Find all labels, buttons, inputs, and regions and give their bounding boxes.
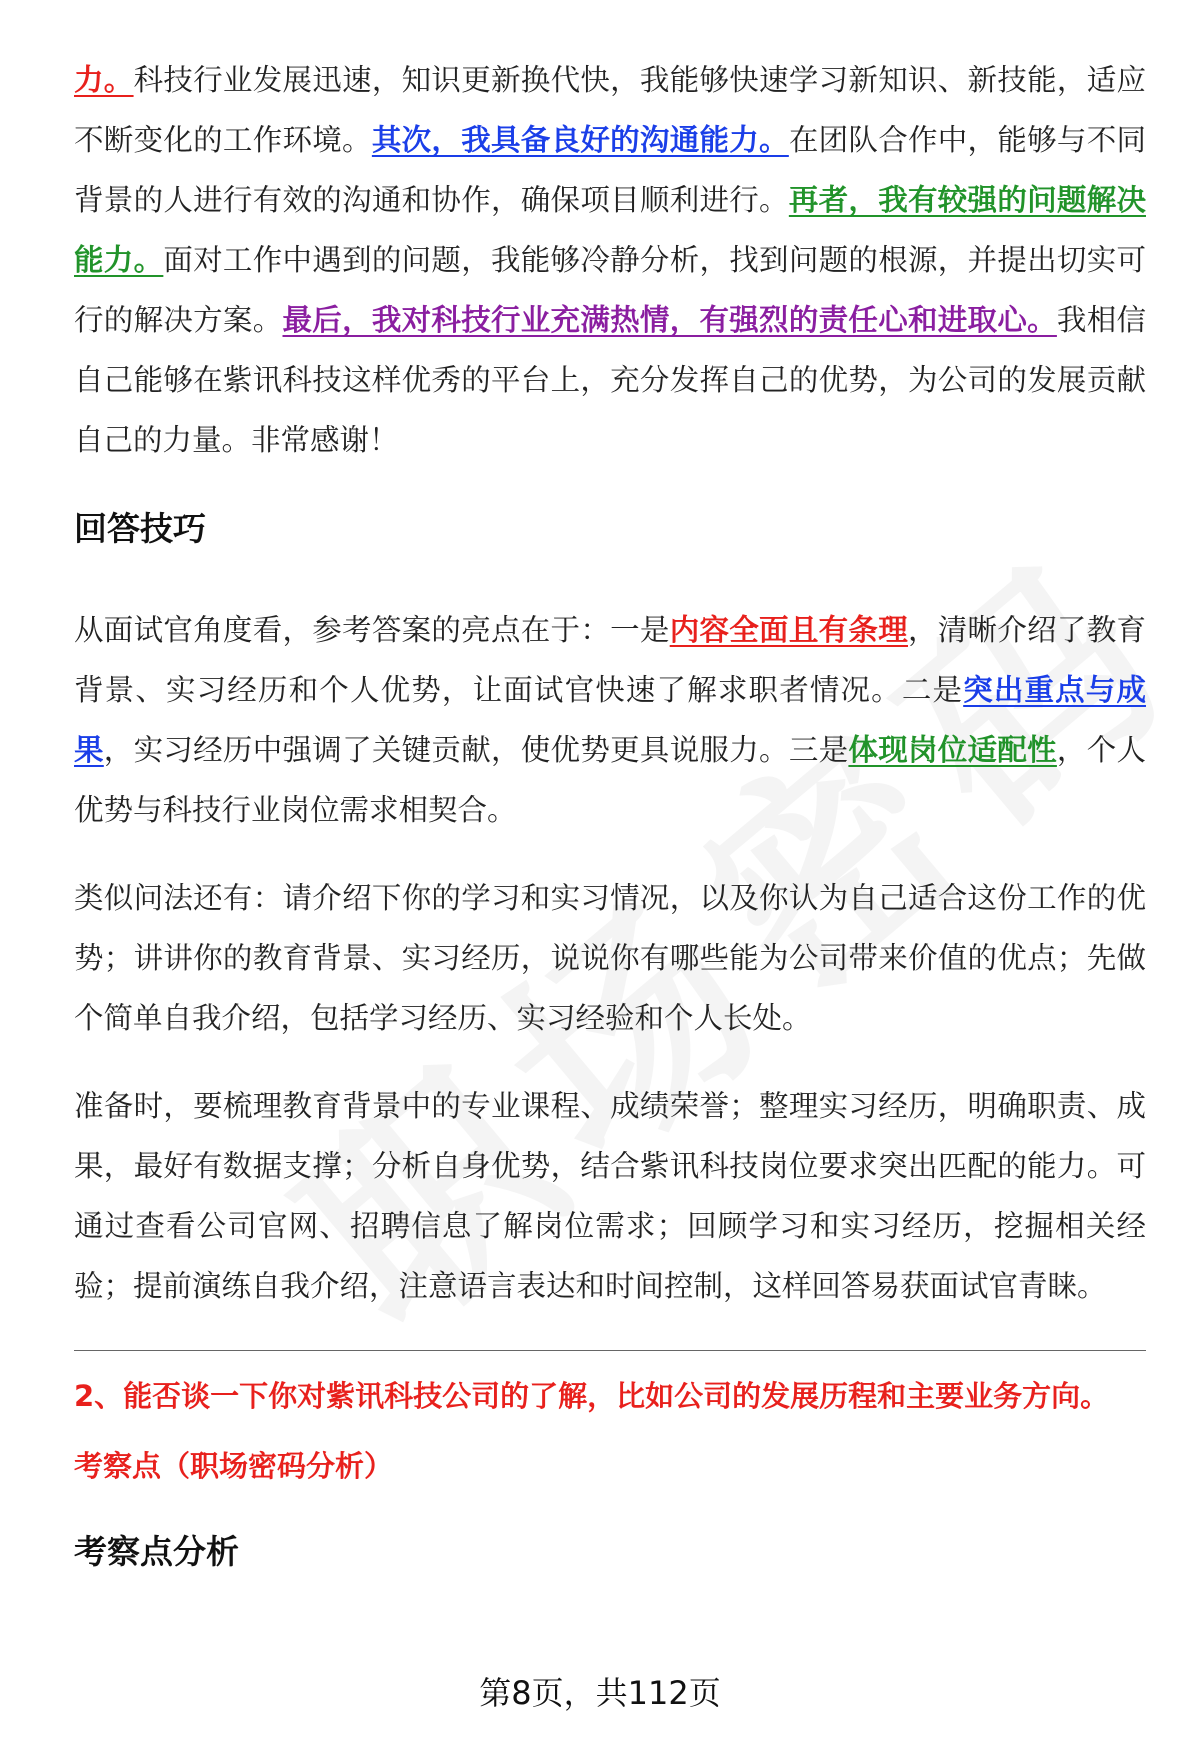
heading-exam-point-analysis: 考察点分析 [74, 1532, 239, 1571]
text: 面对工作中遇到的问题，我能够冷静分析，找到问题的根源，并提出切实可行的解决方案。 [74, 243, 1146, 337]
exam-point-label: 考察点（职场密码分析） [74, 1449, 394, 1483]
similar-questions-paragraph: 类似问法还有：请介绍下你的学习和实习情况，以及你认为自己适合这份工作的优势；讲讲你的教育背景、实习经历，说说你有哪些能为公司带来价值的优点；先做个简单自我介绍，包括学习经历、实习经验和个人长处。 [74, 881, 1146, 1035]
highlight-communication: 其次，我具备良好的沟通能力。 [371, 123, 789, 157]
document-page [74, 50, 1146, 1577]
text: ，清晰介绍了教育背景、实习经历和个人优势，让面试官快速了解求职者情况。二是 [74, 613, 1146, 707]
highlight-job-fit: 体现岗位适配性 [848, 733, 1057, 767]
tips-paragraph [74, 600, 1146, 840]
text: 从面试官角度看，参考答案的亮点在于：一是 [74, 613, 670, 647]
preparation-paragraph: 准备时，要梳理教育背景中的专业课程、成绩荣誉；整理实习经历，明确职责、成果，最好有数据支撑；分析自身优势，结合紫讯科技岗位要求突出匹配的能力。可通过查看公司官网、招聘信息了解岗位需求；回顾学习和实习经历，挖掘相关经验；提前演练自我介绍，注意语言表达和时间控制，这样回答易获面试官青睐。 [74, 1089, 1146, 1303]
highlight-problem-solving: 再者，我有较强的问题解决能力。 [74, 183, 1146, 277]
text: 科技行业发展迅速，知识更新换代快，我能够快速学习新知识、新技能，适应不断变化的工作环境。 [74, 63, 1146, 157]
highlight-key-results: 突出重点与成果 [74, 673, 1146, 767]
highlight-learning-ability: 力。 [74, 63, 134, 97]
text: ，个人优势与科技行业岗位需求相契合。 [74, 733, 1146, 827]
text: 在团队合作中，能够与不同背景的人进行有效的沟通和协作，确保项目顺利进行。 [74, 123, 1146, 217]
text: ，实习经历中强调了关键贡献，使优势更具说服力。三是 [103, 733, 849, 767]
highlight-passion: 最后，我对科技行业充满热情，有强烈的责任心和进取心。 [282, 303, 1057, 337]
highlight-comprehensive: 内容全面且有条理 [669, 613, 908, 647]
divider [74, 1350, 1146, 1351]
answer-paragraph [74, 50, 1146, 470]
page-number: 第8页，共112页 [479, 1674, 721, 1712]
heading-answer-tips: 回答技巧 [74, 509, 206, 548]
question-2: 2、能否谈一下你对紫讯科技公司的了解，比如公司的发展历程和主要业务方向。 [74, 1379, 1110, 1413]
text: 我相信自己能够在紫讯科技这样优秀的平台上，充分发挥自己的优势，为公司的发展贡献自己的力量。非常感谢！ [74, 303, 1146, 457]
